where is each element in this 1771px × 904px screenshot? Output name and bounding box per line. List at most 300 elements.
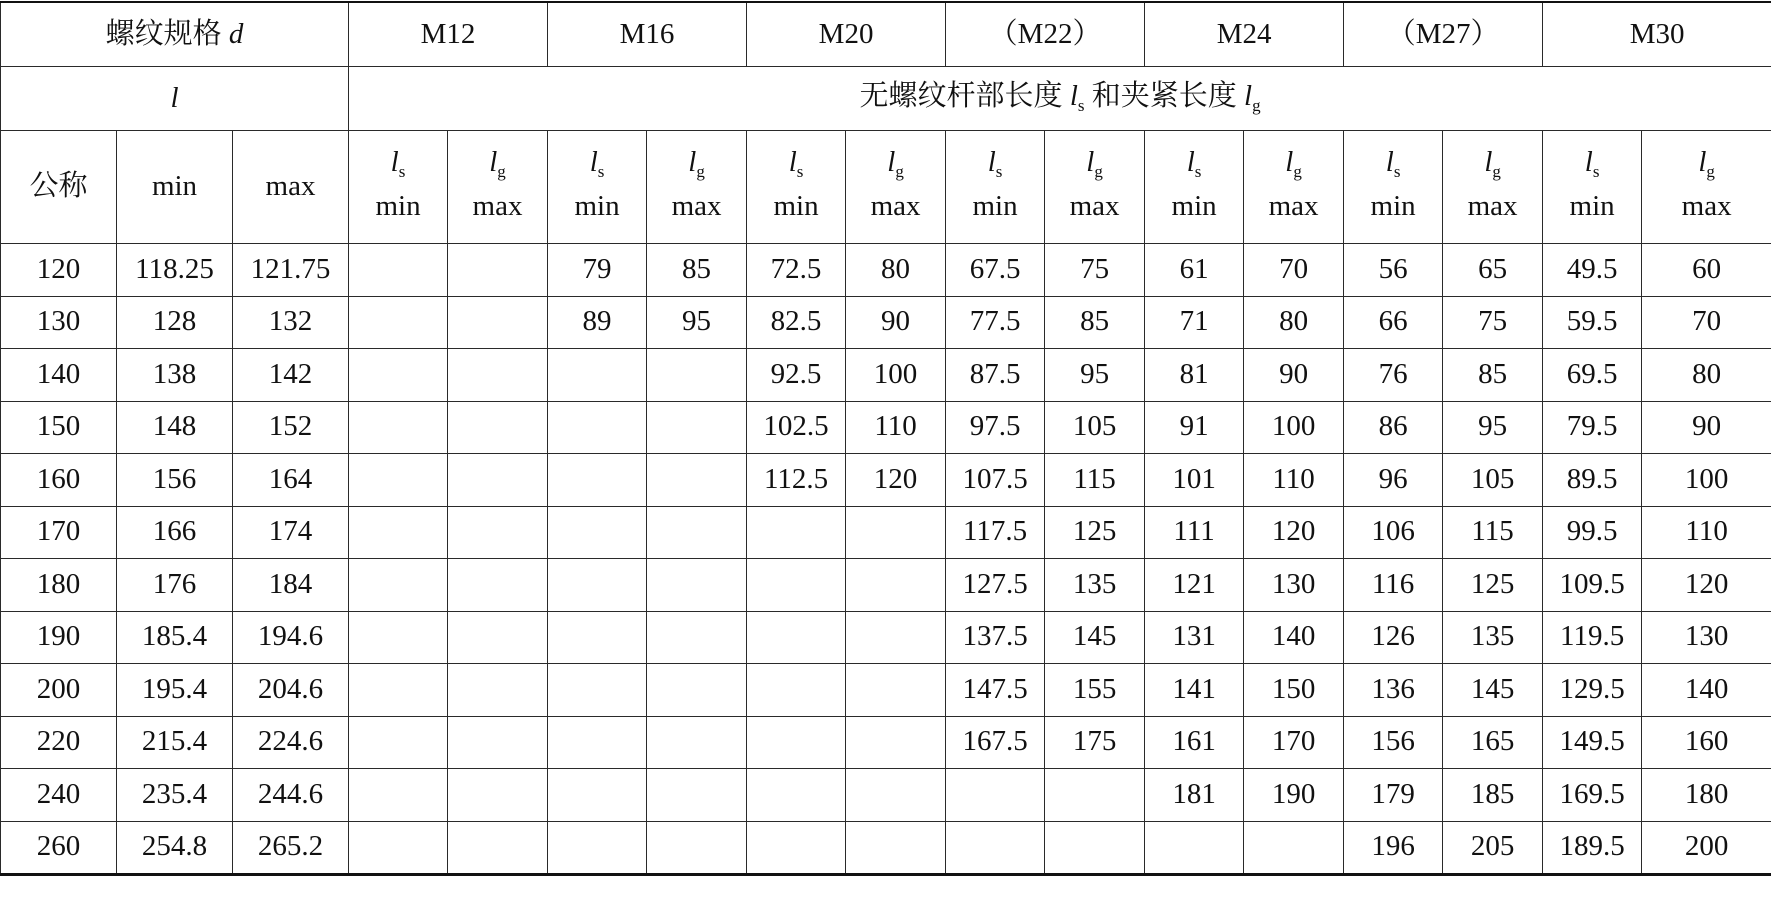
table-cell: 196 <box>1344 821 1443 875</box>
table-cell: 141 <box>1145 664 1244 717</box>
table-cell <box>747 611 846 664</box>
max-label: max <box>1467 190 1518 223</box>
table-cell: 80 <box>1642 349 1771 402</box>
ls-subscript: s <box>1077 96 1085 116</box>
l-letter: l <box>987 146 996 179</box>
l-letter: l <box>1385 146 1394 179</box>
table-cell <box>647 611 747 664</box>
table-cell <box>846 664 946 717</box>
table-cell: 119.5 <box>1543 611 1642 664</box>
table-cell: 92.5 <box>747 349 846 402</box>
table-cell: 132 <box>233 296 349 349</box>
table-cell <box>349 664 448 717</box>
ls-subscript: s <box>1393 162 1401 182</box>
table-cell <box>349 716 448 769</box>
table-cell <box>548 559 647 612</box>
table-cell: 130 <box>1244 559 1344 612</box>
max-header: max <box>233 131 349 244</box>
table-cell: 116 <box>1344 559 1443 612</box>
size-m12: M12 <box>349 2 548 67</box>
ls-subscript: s <box>1194 162 1202 182</box>
table-cell: 125 <box>1443 559 1543 612</box>
table-cell <box>349 296 448 349</box>
table-cell: 85 <box>1045 296 1145 349</box>
min-label: min <box>574 190 620 223</box>
table-cell: 77.5 <box>946 296 1045 349</box>
table-cell: 97.5 <box>946 401 1045 454</box>
l-letter: l <box>1584 146 1593 179</box>
table-cell <box>846 716 946 769</box>
table-row <box>1 769 1771 822</box>
table-cell: 152 <box>233 401 349 454</box>
table-cell: 179 <box>1344 769 1443 822</box>
table-cell: 136 <box>1344 664 1443 717</box>
table-cell: 265.2 <box>233 821 349 875</box>
ls-symbol-m12 <box>349 144 447 183</box>
table-cell: 164 <box>233 454 349 507</box>
table-cell: 85 <box>647 244 747 297</box>
lg-max-header-m16 <box>647 131 747 244</box>
table-row <box>1 506 1771 559</box>
l-letter: l <box>390 146 399 179</box>
table-cell <box>349 769 448 822</box>
table-cell: 71 <box>1145 296 1244 349</box>
ls-symbol-m27 <box>1344 144 1442 183</box>
table-row <box>1 296 1771 349</box>
length-symbol-header: l <box>1 67 349 131</box>
table-cell <box>647 664 747 717</box>
table-cell: 70 <box>1642 296 1771 349</box>
table-row <box>1 611 1771 664</box>
table-cell: 205 <box>1443 821 1543 875</box>
table-cell: 70 <box>1244 244 1344 297</box>
header-row-limits <box>1 131 1771 244</box>
table-cell <box>349 244 448 297</box>
table-cell: 137.5 <box>946 611 1045 664</box>
table-cell: 49.5 <box>1543 244 1642 297</box>
nominal-header: 公称 <box>1 131 117 244</box>
table-cell <box>1045 769 1145 822</box>
table-cell <box>548 506 647 559</box>
min-header: min <box>117 131 233 244</box>
table-cell: 148 <box>117 401 233 454</box>
table-cell: 79 <box>548 244 647 297</box>
table-cell <box>747 559 846 612</box>
table-cell <box>647 769 747 822</box>
table-cell: 69.5 <box>1543 349 1642 402</box>
table-cell: 120 <box>1642 559 1771 612</box>
table-cell: 161 <box>1145 716 1244 769</box>
table-cell: 100 <box>1642 454 1771 507</box>
size-m22: （M22） <box>946 2 1145 67</box>
l-letter: l <box>1285 146 1294 179</box>
l-letter: l <box>688 146 697 179</box>
table-row <box>1 349 1771 402</box>
table-cell: 85 <box>1443 349 1543 402</box>
table-cell <box>448 559 548 612</box>
ls-subscript: s <box>995 162 1003 182</box>
table-cell: 129.5 <box>1543 664 1642 717</box>
table-cell: 180 <box>1 559 117 612</box>
lg-subscript: g <box>895 162 904 182</box>
table-row <box>1 664 1771 717</box>
table-cell: 169.5 <box>1543 769 1642 822</box>
l-letter: l <box>1698 146 1707 179</box>
table-cell: 89 <box>548 296 647 349</box>
table-cell: 105 <box>1443 454 1543 507</box>
table-cell <box>946 769 1045 822</box>
l-letter: l <box>887 146 896 179</box>
header-row-thread-size <box>1 2 1771 67</box>
table-cell <box>448 611 548 664</box>
table-cell <box>747 716 846 769</box>
lg-symbol: l <box>1244 80 1253 113</box>
table-cell <box>448 769 548 822</box>
table-cell: 75 <box>1443 296 1543 349</box>
table-cell: 95 <box>1443 401 1543 454</box>
ls-subscript: s <box>796 162 804 182</box>
table-cell: 110 <box>1642 506 1771 559</box>
table-cell: 224.6 <box>233 716 349 769</box>
ls-min-header-m22 <box>946 131 1045 244</box>
table-cell: 115 <box>1045 454 1145 507</box>
lg-subscript: g <box>497 162 506 182</box>
table-cell: 194.6 <box>233 611 349 664</box>
table-cell: 135 <box>1443 611 1543 664</box>
table-cell: 110 <box>846 401 946 454</box>
table-cell: 240 <box>1 769 117 822</box>
table-cell <box>647 454 747 507</box>
table-cell: 190 <box>1244 769 1344 822</box>
table-cell: 130 <box>1642 611 1771 664</box>
table-cell: 121.75 <box>233 244 349 297</box>
table-cell <box>548 401 647 454</box>
table-cell: 90 <box>1642 401 1771 454</box>
table-cell: 260 <box>1 821 117 875</box>
ls-min-header-m20 <box>747 131 846 244</box>
table-cell: 156 <box>1344 716 1443 769</box>
table-cell: 120 <box>1 244 117 297</box>
size-m30: M30 <box>1543 2 1771 67</box>
table-cell <box>448 716 548 769</box>
table-cell: 95 <box>1045 349 1145 402</box>
l-letter: l <box>1484 146 1493 179</box>
min-label: min <box>773 190 819 223</box>
table-cell: 79.5 <box>1543 401 1642 454</box>
lg-subscript: g <box>1706 162 1715 182</box>
min-label: min <box>972 190 1018 223</box>
min-label: min <box>375 190 421 223</box>
table-cell <box>846 559 946 612</box>
table-cell <box>349 559 448 612</box>
table-cell: 101 <box>1145 454 1244 507</box>
lg-subscript: g <box>696 162 705 182</box>
table-cell <box>846 821 946 875</box>
table-cell: 109.5 <box>1543 559 1642 612</box>
table-cell: 56 <box>1344 244 1443 297</box>
clamp-label: 和夹紧长度 <box>1091 80 1237 113</box>
table-cell: 106 <box>1344 506 1443 559</box>
table-cell: 138 <box>117 349 233 402</box>
table-cell: 150 <box>1244 664 1344 717</box>
table-row <box>1 716 1771 769</box>
table-cell: 112.5 <box>747 454 846 507</box>
table-cell <box>946 821 1045 875</box>
ls-min-header-m16 <box>548 131 647 244</box>
min-label: min <box>1171 190 1217 223</box>
table-row <box>1 244 1771 297</box>
table-cell: 125 <box>1045 506 1145 559</box>
table-cell: 160 <box>1642 716 1771 769</box>
table-cell <box>448 821 548 875</box>
min-label: min <box>1569 190 1615 223</box>
lg-symbol-m16 <box>647 144 746 183</box>
lg-symbol-m24 <box>1244 144 1343 183</box>
table-cell: 107.5 <box>946 454 1045 507</box>
table-cell: 100 <box>846 349 946 402</box>
table-cell: 166 <box>117 506 233 559</box>
table-cell: 167.5 <box>946 716 1045 769</box>
table-cell: 130 <box>1 296 117 349</box>
table-cell <box>548 454 647 507</box>
table-cell <box>747 506 846 559</box>
table-cell: 80 <box>846 244 946 297</box>
table-cell <box>448 664 548 717</box>
table-cell: 150 <box>1 401 117 454</box>
table-cell: 76 <box>1344 349 1443 402</box>
table-cell <box>647 349 747 402</box>
table-cell: 156 <box>117 454 233 507</box>
table-cell <box>647 401 747 454</box>
ls-min-header-m30 <box>1543 131 1642 244</box>
table-cell: 87.5 <box>946 349 1045 402</box>
table-cell: 142 <box>233 349 349 402</box>
table-cell: 140 <box>1642 664 1771 717</box>
table-cell <box>349 454 448 507</box>
table-cell <box>747 664 846 717</box>
table-cell: 72.5 <box>747 244 846 297</box>
table-cell: 120 <box>846 454 946 507</box>
table-cell: 95 <box>647 296 747 349</box>
max-label: max <box>671 190 722 223</box>
lg-symbol-m20 <box>846 144 945 183</box>
table-cell: 204.6 <box>233 664 349 717</box>
lg-subscript: g <box>1094 162 1103 182</box>
table-cell: 61 <box>1145 244 1244 297</box>
lg-max-header-m24 <box>1244 131 1344 244</box>
ls-min-header-m24 <box>1145 131 1244 244</box>
table-cell: 145 <box>1045 611 1145 664</box>
bolt-length-table <box>0 1 1771 876</box>
table-cell: 86 <box>1344 401 1443 454</box>
table-cell: 90 <box>846 296 946 349</box>
lg-max-header-m27 <box>1443 131 1543 244</box>
l-letter: l <box>489 146 498 179</box>
lg-max-header-m12 <box>448 131 548 244</box>
ls-min-header-m27 <box>1344 131 1443 244</box>
table-cell: 110 <box>1244 454 1344 507</box>
lg-subscript: g <box>1293 162 1302 182</box>
table-cell: 215.4 <box>117 716 233 769</box>
table-cell: 185.4 <box>117 611 233 664</box>
table-row <box>1 401 1771 454</box>
table-cell: 66 <box>1344 296 1443 349</box>
table-cell <box>548 716 647 769</box>
table-cell: 200 <box>1 664 117 717</box>
table-cell: 220 <box>1 716 117 769</box>
ls-min-header-m12 <box>349 131 448 244</box>
table-cell: 128 <box>117 296 233 349</box>
table-cell: 75 <box>1045 244 1145 297</box>
table-cell: 235.4 <box>117 769 233 822</box>
ls-subscript: s <box>1592 162 1600 182</box>
table-cell <box>846 506 946 559</box>
unthreaded-label: 无螺纹杆部长度 <box>859 80 1063 113</box>
table-cell: 190 <box>1 611 117 664</box>
max-label: max <box>1268 190 1319 223</box>
table-cell: 200 <box>1642 821 1771 875</box>
ls-symbol-m22 <box>946 144 1044 183</box>
table-cell: 195.4 <box>117 664 233 717</box>
size-m20: M20 <box>747 2 946 67</box>
table-cell: 165 <box>1443 716 1543 769</box>
l-letter: l <box>788 146 797 179</box>
table-cell <box>448 296 548 349</box>
lg-max-header-m22 <box>1045 131 1145 244</box>
ls-symbol-m30 <box>1543 144 1641 183</box>
table-cell: 121 <box>1145 559 1244 612</box>
table-cell: 176 <box>117 559 233 612</box>
table-cell <box>448 401 548 454</box>
table-cell: 99.5 <box>1543 506 1642 559</box>
thread-spec-header <box>1 2 349 67</box>
table-cell: 102.5 <box>747 401 846 454</box>
table-cell <box>747 769 846 822</box>
table-cell <box>448 244 548 297</box>
lg-symbol-m27 <box>1443 144 1542 183</box>
table-cell: 147.5 <box>946 664 1045 717</box>
table-cell <box>548 821 647 875</box>
table-cell: 115 <box>1443 506 1543 559</box>
table-cell <box>647 506 747 559</box>
table-cell: 170 <box>1 506 117 559</box>
l-letter: l <box>1086 146 1095 179</box>
table-cell: 254.8 <box>117 821 233 875</box>
table-cell <box>647 559 747 612</box>
header-row-length <box>1 67 1771 131</box>
ls-symbol-m20 <box>747 144 845 183</box>
max-label: max <box>1069 190 1120 223</box>
table-cell: 185 <box>1443 769 1543 822</box>
table-cell: 135 <box>1045 559 1145 612</box>
table-cell: 184 <box>233 559 349 612</box>
lg-symbol-m30 <box>1642 144 1771 183</box>
l-letter: l <box>1186 146 1195 179</box>
table-cell: 60 <box>1642 244 1771 297</box>
table-cell: 189.5 <box>1543 821 1642 875</box>
size-m24: M24 <box>1145 2 1344 67</box>
max-label: max <box>1681 190 1732 223</box>
table-cell: 118.25 <box>117 244 233 297</box>
table-cell: 170 <box>1244 716 1344 769</box>
table-cell: 89.5 <box>1543 454 1642 507</box>
table-cell <box>647 821 747 875</box>
table-cell: 160 <box>1 454 117 507</box>
ls-subscript: s <box>597 162 605 182</box>
table-cell <box>349 506 448 559</box>
size-m27: （M27） <box>1344 2 1543 67</box>
table-cell <box>448 454 548 507</box>
table-cell: 81 <box>1145 349 1244 402</box>
lg-subscript: g <box>1492 162 1501 182</box>
table-cell: 117.5 <box>946 506 1045 559</box>
table-row <box>1 559 1771 612</box>
table-cell <box>349 611 448 664</box>
ls-symbol-m24 <box>1145 144 1243 183</box>
table-cell: 80 <box>1244 296 1344 349</box>
table-cell: 111 <box>1145 506 1244 559</box>
table-cell <box>846 611 946 664</box>
min-label: min <box>1370 190 1416 223</box>
table-cell: 131 <box>1145 611 1244 664</box>
table-cell: 126 <box>1344 611 1443 664</box>
lg-symbol-m12 <box>448 144 547 183</box>
table-cell <box>1244 821 1344 875</box>
table-cell: 181 <box>1145 769 1244 822</box>
lg-max-header-m20 <box>846 131 946 244</box>
table-row <box>1 821 1771 875</box>
table-cell: 96 <box>1344 454 1443 507</box>
table-cell <box>1045 821 1145 875</box>
max-label: max <box>870 190 921 223</box>
l-letter: l <box>589 146 598 179</box>
table-cell <box>548 611 647 664</box>
table-cell <box>1145 821 1244 875</box>
table-cell: 90 <box>1244 349 1344 402</box>
ls-subscript: s <box>398 162 406 182</box>
size-m16: M16 <box>548 2 747 67</box>
unthreaded-clamp-length-header <box>349 67 1771 131</box>
lg-max-header-m30 <box>1642 131 1771 244</box>
table-cell: 175 <box>1045 716 1145 769</box>
table-cell: 155 <box>1045 664 1145 717</box>
table-cell <box>448 506 548 559</box>
table-cell <box>349 349 448 402</box>
table-row <box>1 454 1771 507</box>
thread-spec-symbol: d <box>228 17 244 50</box>
max-label: max <box>472 190 523 223</box>
table-cell <box>448 349 548 402</box>
table-cell <box>548 349 647 402</box>
table-cell: 174 <box>233 506 349 559</box>
table-cell: 244.6 <box>233 769 349 822</box>
table-cell: 140 <box>1 349 117 402</box>
lg-symbol-m22 <box>1045 144 1144 183</box>
table-cell: 105 <box>1045 401 1145 454</box>
table-cell <box>647 716 747 769</box>
table-cell <box>548 769 647 822</box>
table-cell: 65 <box>1443 244 1543 297</box>
ls-symbol: l <box>1069 80 1078 113</box>
table-cell: 67.5 <box>946 244 1045 297</box>
table-cell: 149.5 <box>1543 716 1642 769</box>
table-cell: 140 <box>1244 611 1344 664</box>
lg-subscript: g <box>1252 96 1261 116</box>
table-cell: 120 <box>1244 506 1344 559</box>
table-cell: 100 <box>1244 401 1344 454</box>
table-cell <box>349 821 448 875</box>
table-cell: 59.5 <box>1543 296 1642 349</box>
